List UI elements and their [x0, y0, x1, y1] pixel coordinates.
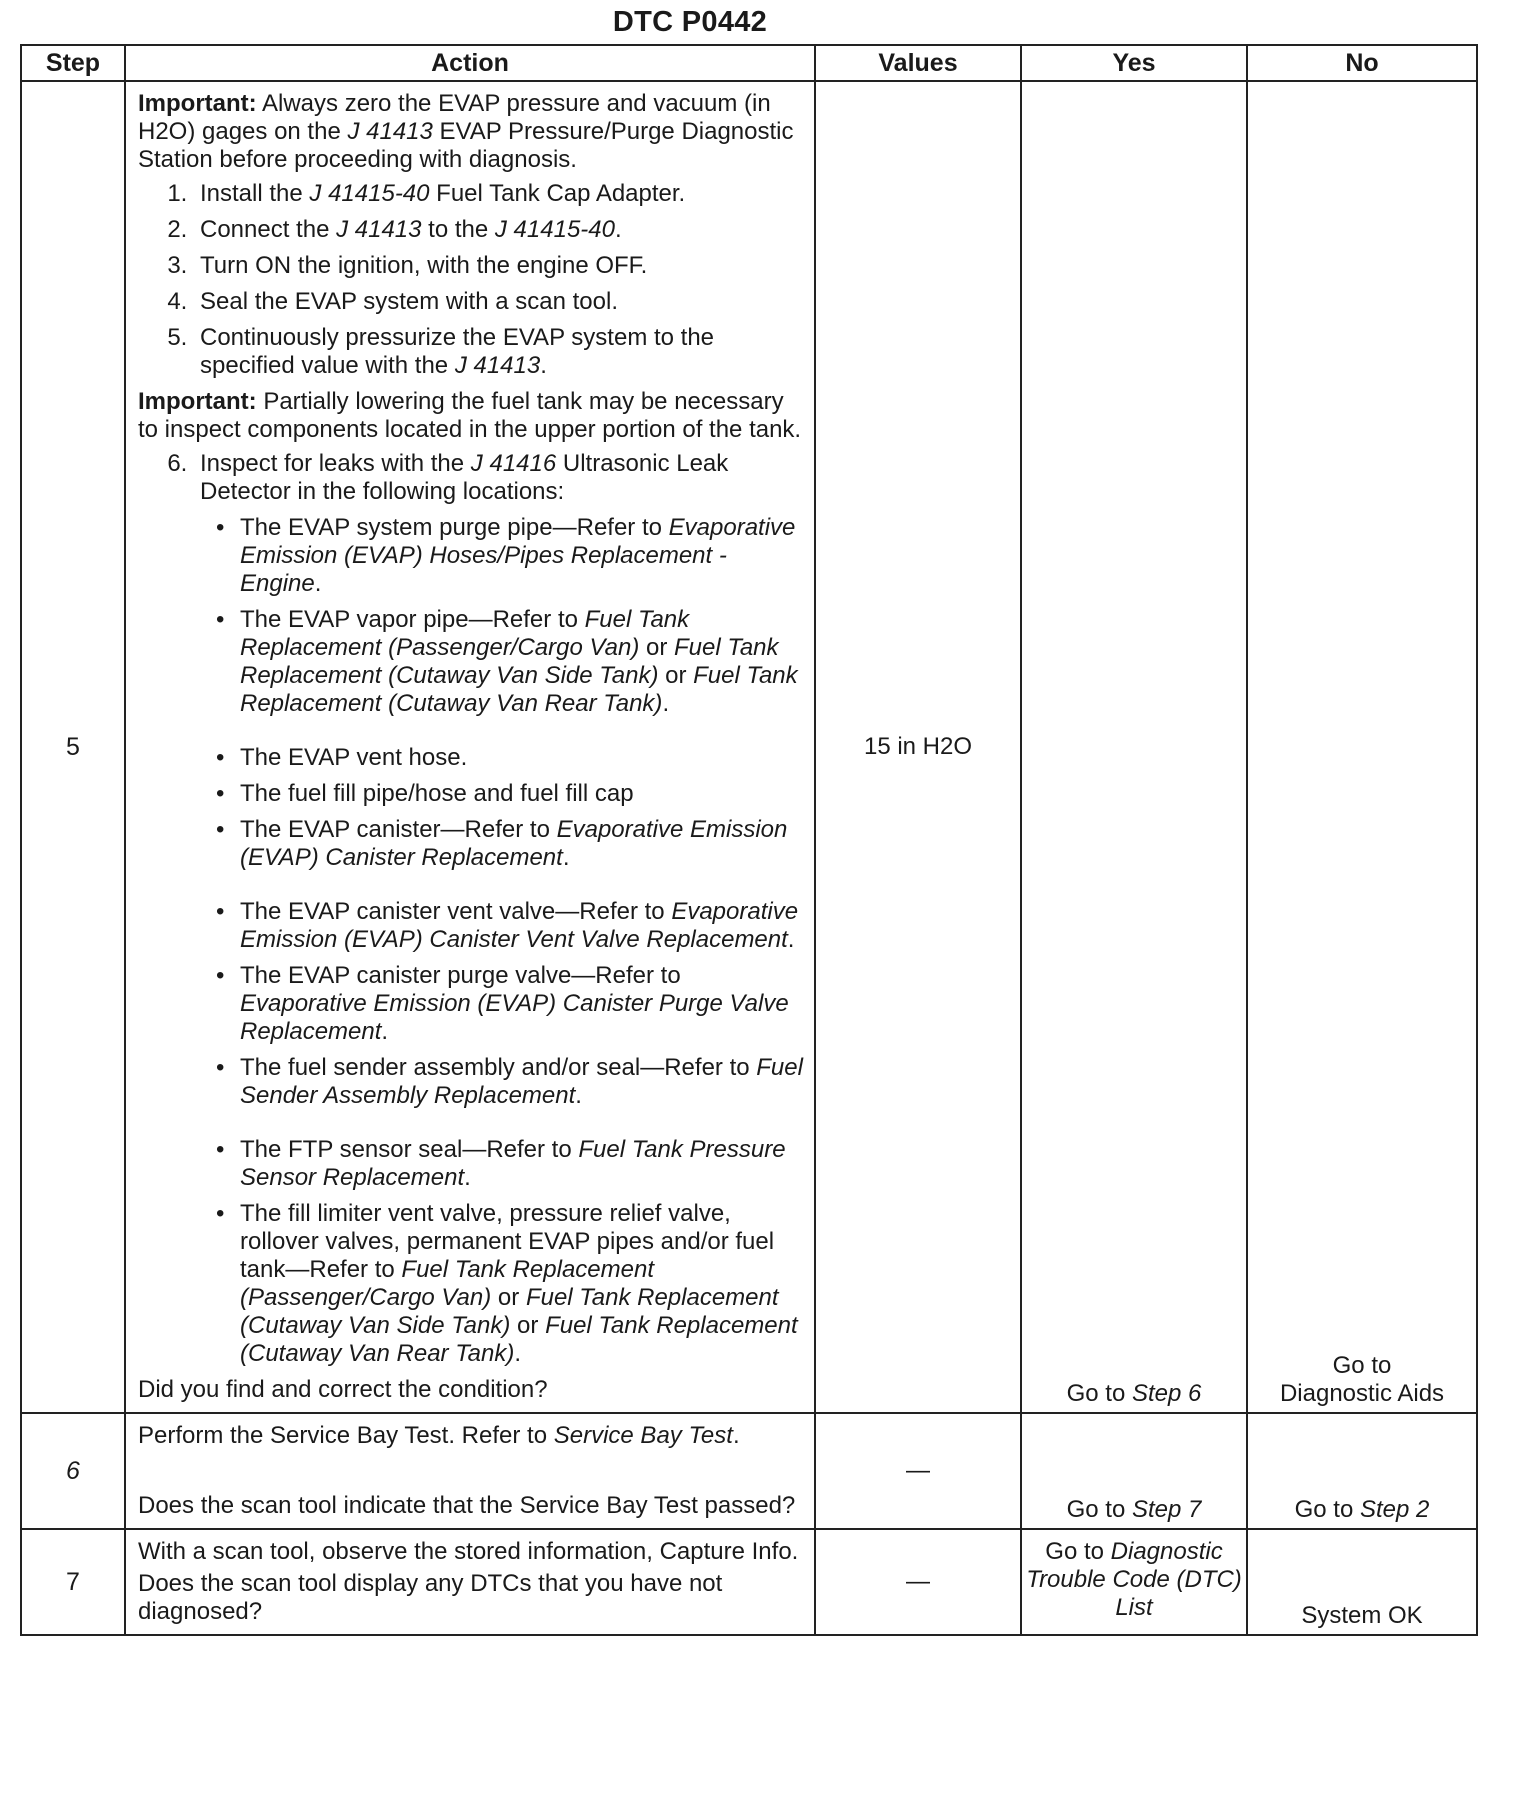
important-note: Important: Partially lowering the fuel tank may be necessary to inspect components located in the upper portion of the tank.: [138, 388, 802, 443]
table-header-row: [21, 45, 1477, 81]
action-cell: With a scan tool, observe the stored information, Capture Info. Does the scan tool display any DTCs that you have not diagnosed?: [125, 1529, 815, 1635]
bullet-icon: •: [216, 744, 225, 771]
header-step: Step: [21, 45, 125, 81]
question-text: Does the scan tool indicate that the Service Bay Test passed?: [138, 1492, 796, 1519]
step-link: Step 2: [1359, 1496, 1430, 1523]
diagnostic-table: [20, 44, 1478, 1636]
list-item: • The EVAP vapor pipe—Refer to Fuel Tank Replacement (Passenger/Cargo Van) or Fuel Tank Replacement (Cutaway Van Side Tank) or Fuel Tank Replacement (Cutaway Van Rear Tank).: [216, 606, 798, 717]
list-item: 3. Turn ON the ignition, with the engine OFF.: [194, 252, 804, 280]
yes-cell: Go to Diagnostic Trouble Code (DTC) List: [1021, 1529, 1247, 1635]
yes-cell: Go to Step 6: [1021, 81, 1247, 1413]
step-number: 5: [21, 81, 125, 1413]
reference-link: Fuel Sender Assembly Replacement: [240, 1054, 803, 1109]
header-no: No: [1247, 45, 1477, 81]
list-item: 4. Seal the EVAP system with a scan tool.: [194, 288, 804, 316]
value-cell: 15 in H2O: [815, 81, 1021, 1413]
reference-link: Evaporative Emission (EVAP) Canister Replacement: [240, 816, 788, 871]
step-link: Step 6: [1131, 1380, 1202, 1407]
list-item: • The fuel fill pipe/hose and fuel fill cap: [216, 780, 634, 807]
reference-link: Service Bay Test: [553, 1422, 733, 1449]
reference-link: Fuel Tank Replacement (Cutaway Van Side Tank): [240, 634, 779, 689]
bullet-icon: •: [216, 780, 225, 807]
question-text: Does the scan tool display any DTCs that you have not diagnosed?: [138, 1570, 723, 1625]
no-cell: Go to Diagnostic Aids: [1247, 81, 1477, 1413]
table-row: [21, 1413, 1477, 1529]
reference-link: Fuel Tank Replacement (Cutaway Van Rear Tank): [240, 662, 798, 717]
page-title: DTC P0442: [612, 6, 768, 38]
list-item: • The EVAP system purge pipe—Refer to Evaporative Emission (EVAP) Hoses/Pipes Replacement - Engine.: [216, 514, 796, 597]
no-cell: Go to Step 2: [1247, 1413, 1477, 1529]
table-row: [21, 1529, 1477, 1635]
value-cell: —: [815, 1529, 1021, 1635]
tool-ref: J 41413: [347, 118, 433, 145]
reference-link: Evaporative Emission (EVAP) Canister Vent Valve Replacement: [240, 898, 799, 953]
list-item: 5. Continuously pressurize the EVAP system to the specified value with the J 41413.: [194, 324, 804, 380]
list-item: 1. Install the J 41415-40 Fuel Tank Cap Adapter.: [194, 180, 804, 208]
procedure-list: [138, 180, 804, 380]
list-item: 2. Connect the J 41413 to the J 41415-40.: [194, 216, 804, 244]
important-note: Important: Always zero the EVAP pressure and vacuum (in H2O) gages on the J 41413 EVAP Pressure/Purge Diagnostic Station before proceeding with diagnosis.: [138, 90, 794, 173]
reference-link: Fuel Tank Replacement (Cutaway Van Rear Tank): [240, 1312, 798, 1367]
bullet-icon: •: [216, 962, 225, 989]
header-yes: Yes: [1021, 45, 1247, 81]
procedure-list: [138, 450, 804, 1368]
location-list: [200, 514, 804, 1368]
reference-link: Fuel Tank Replacement (Passenger/Cargo Van): [240, 1256, 654, 1311]
list-item: • The fuel sender assembly and/or seal—Refer to Fuel Sender Assembly Replacement.: [216, 1054, 803, 1109]
important-label: Important:: [138, 90, 257, 117]
reference-link: Evaporative Emission (EVAP) Canister Purge Valve Replacement: [240, 990, 789, 1045]
list-item: • The EVAP canister purge valve—Refer to Evaporative Emission (EVAP) Canister Purge Valve Replacement.: [216, 962, 789, 1045]
bullet-icon: •: [216, 1054, 225, 1081]
yes-cell: Go to Step 7: [1021, 1413, 1247, 1529]
reference-link: Evaporative Emission (EVAP) Hoses/Pipes Replacement - Engine: [240, 514, 796, 597]
header-values: Values: [815, 45, 1021, 81]
bullet-icon: •: [216, 606, 225, 633]
list-item: • The FTP sensor seal—Refer to Fuel Tank Pressure Sensor Replacement.: [216, 1136, 786, 1191]
important-label: Important:: [138, 388, 257, 415]
bullet-icon: •: [216, 816, 225, 843]
action-cell: [125, 81, 815, 1413]
bullet-icon: •: [216, 898, 225, 925]
action-cell: Perform the Service Bay Test. Refer to Service Bay Test. Does the scan tool indicate that the Service Bay Test passed?: [125, 1413, 815, 1529]
bullet-icon: •: [216, 1200, 225, 1227]
reference-link: Fuel Tank Pressure Sensor Replacement: [240, 1136, 786, 1191]
list-item: 6. Inspect for leaks with the J 41416 Ultrasonic Leak Detector in the following locations: • The EVAP system purge pipe—Refer to Evaporative Emission (EVAP) Hoses/Pipes Replacement - Engine. • The EVAP vapor pipe—Refer to Fuel Tank Replacement (Passenger/Cargo Van) or Fuel Tank Replacement (Cutaway Van Side Tank) or Fuel Tank Replacement (Cutaway Van Rear Tank). • The EVAP vent hose. • The fuel fill pipe/hose and fuel fill cap • The EVAP canister—Refer to Evaporative Emission (EVAP) Canister Replacement. • The EVAP canister vent valve—Refer to Evaporative Emission (EVAP) Canister Vent Valve Replacement. • The EVAP canister purge valve—Refer to Evaporative Emission (EVAP) Canister Purge Valve Replacement. • The fuel sender assembly and/or seal—Refer to Fuel Sender Assembly Replacement. • The FTP sensor seal—Refer to Fuel Tank Pressure Sensor Replacement. • The fill limiter vent valve, pressure relief valve, rollover valves, permanent EVAP pipes and/or fuel tank—Refer to Fuel Tank Replacement (Passenger/Cargo Van) or Fuel Tank Replacement (Cutaway Van Side Tank) or Fuel Tank Replacement (Cutaway Van Rear Tank).: [194, 450, 804, 1368]
bullet-icon: •: [216, 1136, 225, 1163]
list-item: • The fill limiter vent valve, pressure relief valve, rollover valves, permanent EVAP pipes and/or fuel tank—Refer to Fuel Tank Replacement (Passenger/Cargo Van) or Fuel Tank Replacement (Cutaway Van Side Tank) or Fuel Tank Replacement (Cutaway Van Rear Tank).: [216, 1200, 798, 1367]
reference-link: Fuel Tank Replacement (Passenger/Cargo Van): [240, 606, 690, 661]
no-cell: System OK: [1247, 1529, 1477, 1635]
step-number: 6: [21, 1413, 125, 1529]
value-cell: —: [815, 1413, 1021, 1529]
list-item: • The EVAP vent hose.: [216, 744, 468, 771]
diagnostic-aids-link: Diagnostic Aids: [1279, 1380, 1445, 1407]
dtc-list-link: Diagnostic Trouble Code (DTC) List: [1026, 1538, 1242, 1621]
step-number: 7: [21, 1529, 125, 1635]
header-action: Action: [125, 45, 815, 81]
bullet-icon: •: [216, 514, 225, 541]
reference-link: Fuel Tank Replacement (Cutaway Van Side Tank): [240, 1284, 779, 1339]
table-row: [21, 81, 1477, 1413]
step-link: Step 7: [1131, 1496, 1202, 1523]
list-item: • The EVAP canister vent valve—Refer to Evaporative Emission (EVAP) Canister Vent Valve Replacement.: [216, 898, 799, 953]
list-item: • The EVAP canister—Refer to Evaporative Emission (EVAP) Canister Replacement.: [216, 816, 788, 871]
question-text: Did you find and correct the condition?: [138, 1376, 548, 1403]
